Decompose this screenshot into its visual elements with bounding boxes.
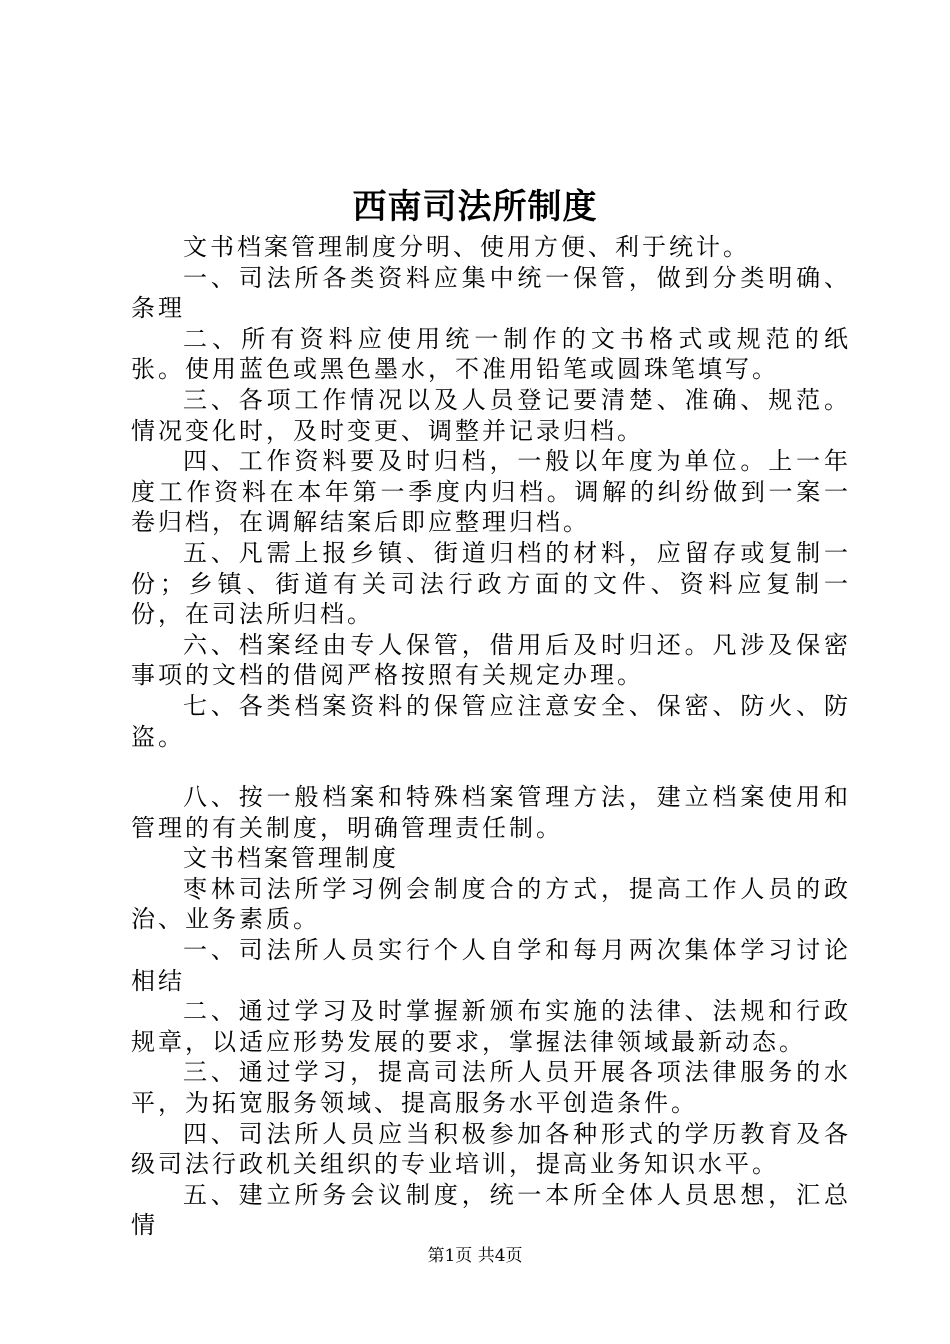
paragraph: 五、建立所务会议制度，统一本所全体人员思想，汇总情 [131,1180,851,1240]
document-title: 西南司法所制度 [352,187,598,227]
paragraph: 七、各类档案资料的保管应注意安全、保密、防火、防盗。 [131,691,851,751]
paragraph: 二、所有资料应使用统一制作的文书格式或规范的纸张。使用蓝色或黑色墨水，不准用铅笔或圆珠笔填写。 [131,324,851,384]
paragraph: 五、凡需上报乡镇、街道归档的材料，应留存或复制一份；乡镇、街道有关司法行政方面的文件、资料应复制一份，在司法所归档。 [131,538,851,629]
paragraph: 三、各项工作情况以及人员登记要清楚、准确、规范。情况变化时，及时变更、调整并记录归档。 [131,385,851,445]
section-heading: 文书档案管理制度 [183,844,399,873]
document-body [131,232,851,1241]
paragraph: 一、司法所各类资料应集中统一保管，做到分类明确、条理 [131,263,851,323]
paragraph: 三、通过学习，提高司法所人员开展各项法律服务的水平，为拓宽服务领域、提高服务水平创造条件。 [131,1058,851,1118]
paragraph: 四、司法所人员应当积极参加各种形式的学历教育及各级司法行政机关组织的专业培训，提高业务知识水平。 [131,1119,851,1179]
paragraph: 六、档案经由专人保管，借用后及时归还。凡涉及保密事项的文档的借阅严格按照有关规定办理。 [131,630,851,690]
paragraph: 四、工作资料要及时归档，一般以年度为单位。上一年度工作资料在本年第一季度内归档。调解的纠纷做到一案一卷归档，在调解结案后即应整理归档。 [131,447,851,537]
page-number: 第1页 共4页 [427,1246,523,1266]
paragraph: 八、按一般档案和特殊档案管理方法，建立档案使用和管理的有关制度，明确管理责任制。 [131,783,851,842]
paragraph: 二、通过学习及时掌握新颁布实施的法律、法规和行政规章，以适应形势发展的要求，掌握法律领域最新动态。 [131,997,851,1056]
paragraph: 一、司法所人员实行个人自学和每月两次集体学习讨论相结 [131,936,851,995]
paragraph: 文书档案管理制度分明、使用方便、利于统计。 [183,233,750,261]
paragraph: 枣林司法所学习例会制度合的方式，提高工作人员的政治、业务素质。 [131,874,851,934]
